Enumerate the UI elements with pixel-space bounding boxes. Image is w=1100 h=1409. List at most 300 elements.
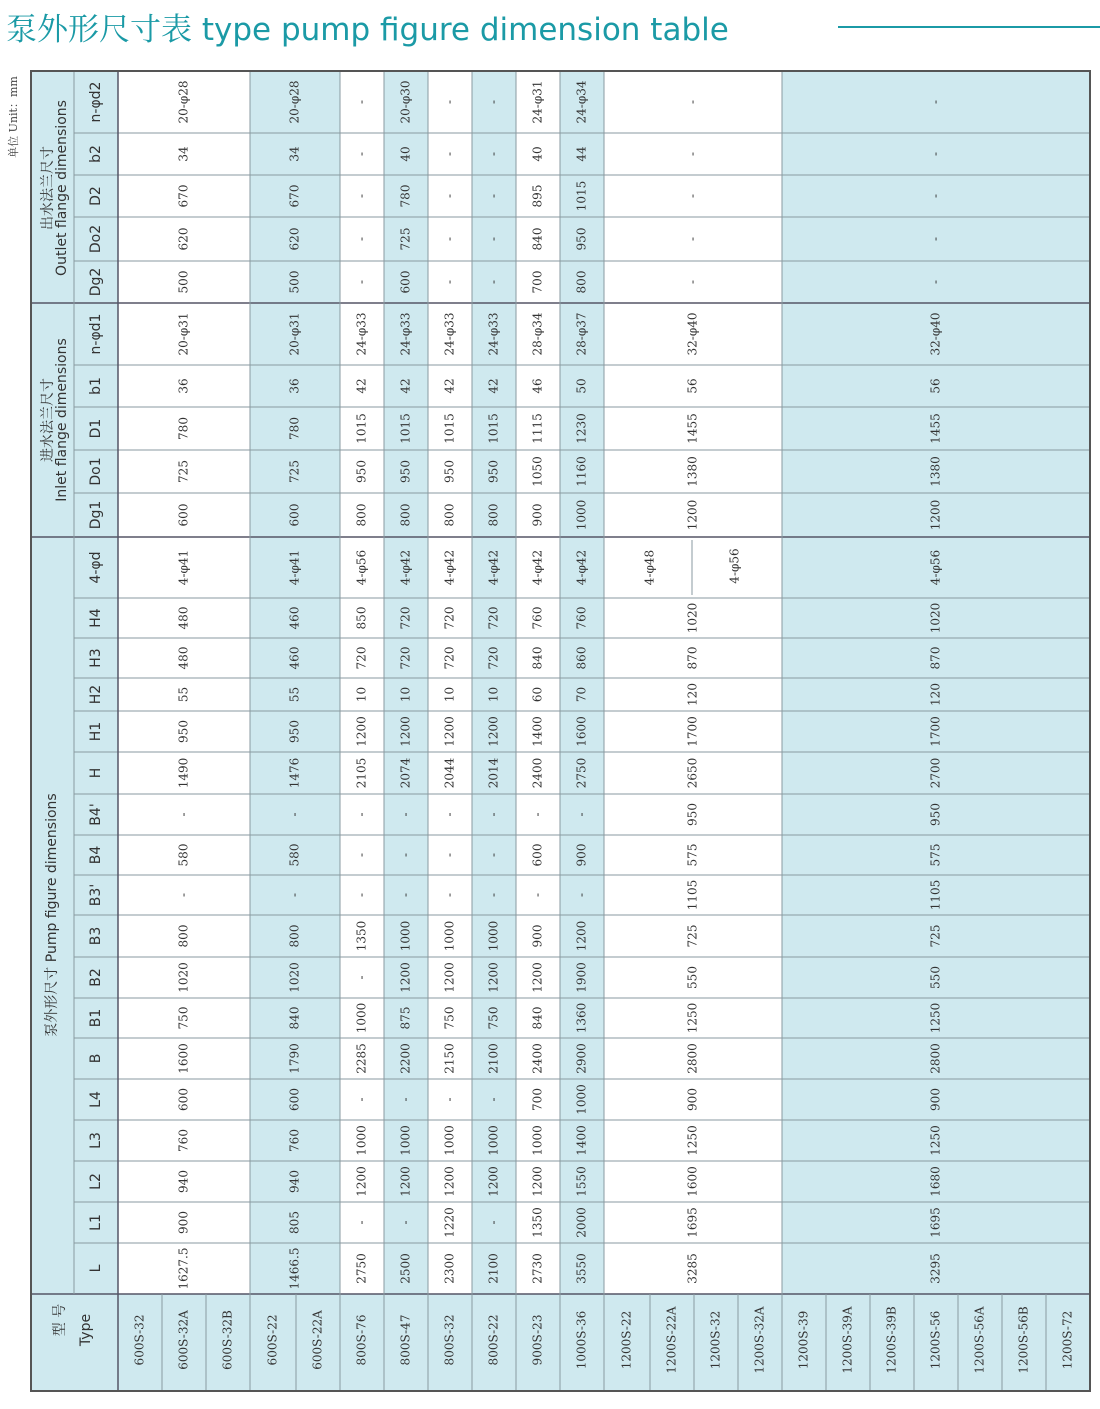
value-cell: 850 [354,606,369,630]
column-header: B [88,1053,104,1064]
value-cell: 4-φ42 [574,549,589,586]
shaded-data-band [384,71,428,1294]
value-cell: 800 [398,503,413,527]
value-cell: 725 [287,460,302,483]
inlet-header-en: Inlet flange dimensions [54,338,70,502]
pump-header: 泵外形尺寸 Pump figure dimensions [44,793,60,1037]
type-label: 800S-47 [398,1314,413,1366]
column-header: Dg1 [88,500,104,530]
value-cell: - [398,1097,413,1102]
value-cell: - [176,812,191,817]
column-header: D1 [88,418,104,439]
type-label: 900S-23 [530,1314,545,1366]
outlet-header-en: Outlet flange dimensions [54,100,70,276]
value-cell: 4-φ48 [642,549,657,586]
value-cell: 950 [685,803,700,826]
value-cell: 725 [928,924,943,948]
value-cell: 1200 [354,716,369,747]
value-cell: 1000 [574,1084,589,1115]
value-cell: - [574,892,589,898]
column-header: L1 [88,1214,104,1231]
value-cell: 28-φ34 [530,312,545,356]
value-cell: 1105 [928,879,943,911]
value-cell: 2300 [442,1253,457,1284]
value-cell: 10 [442,686,457,703]
column-header: H3 [88,648,104,668]
value-cell: 870 [928,646,943,670]
value-cell: 24-φ31 [530,80,545,124]
value-cell: 1200 [486,716,501,747]
value-cell: 600 [287,503,302,527]
value-cell: 800 [442,503,457,527]
value-cell: - [486,193,501,199]
value-cell: 24-φ33 [398,312,413,356]
value-cell: 1000 [354,1125,369,1156]
value-cell: 20-φ31 [176,312,191,356]
value-cell: 2100 [486,1253,501,1284]
value-cell: 4-φ56 [354,549,369,586]
column-header: Do1 [88,457,104,486]
value-cell: 3295 [928,1253,943,1284]
value-cell: - [398,892,413,898]
value-cell: - [685,151,700,157]
value-cell: 580 [176,843,191,867]
value-cell: 1000 [398,920,413,952]
value-cell: - [442,812,457,817]
value-cell: - [354,892,369,898]
value-cell: 720 [486,606,501,630]
value-cell: 1250 [685,1125,700,1156]
column-header: H [88,767,104,779]
value-cell: 1490 [176,757,191,789]
value-cell: 1200 [530,1166,545,1197]
value-cell: 600 [287,1088,302,1111]
value-cell: - [530,812,545,817]
value-cell: 1790 [287,1043,302,1074]
value-cell: - [486,279,501,285]
value-cell: 950 [442,460,457,483]
value-cell: - [928,279,943,285]
value-cell: - [354,1097,369,1102]
value-cell: 550 [928,966,943,989]
value-cell: 2730 [530,1253,545,1284]
value-cell: 1000 [486,920,501,952]
value-cell: 720 [442,646,457,670]
type-label: 600S-22 [265,1314,280,1366]
value-cell: 600 [398,270,413,294]
type-label: 1200S-39B [884,1306,899,1374]
value-cell: 2285 [354,1043,369,1074]
unit-label: 单位 Unit：mm [7,76,20,158]
value-cell: - [354,852,369,858]
value-cell: 2200 [398,1043,413,1074]
value-cell: 34 [287,146,302,162]
value-cell: 805 [287,1211,302,1234]
value-cell: 2400 [530,1043,545,1074]
value-cell: 4-φ56 [928,549,943,586]
value-cell: 1600 [574,716,589,747]
value-cell: 4-φ42 [530,549,545,586]
value-cell: 42 [398,378,413,394]
value-cell: - [442,236,457,242]
value-cell: 32-φ40 [685,312,700,356]
value-cell: 4-φ42 [398,549,413,586]
value-cell: 1350 [354,920,369,952]
shaded-data-band [472,71,516,1294]
value-cell: 950 [287,720,302,743]
type-header-cn: 型 号 [52,1303,68,1337]
column-header: Do2 [88,224,104,254]
outlet-header-cn: 出水法兰尺寸 [40,146,56,230]
type-label: 1200S-39 [796,1310,811,1370]
value-cell: - [486,236,501,242]
value-cell: - [354,99,369,105]
value-cell: 1360 [574,1002,589,1034]
value-cell: - [176,892,191,898]
value-cell: 24-φ33 [486,312,501,356]
type-label: 600S-32A [176,1310,191,1370]
value-cell: 950 [486,460,501,483]
value-cell: - [486,892,501,898]
value-cell: - [486,812,501,817]
value-cell: 24-φ34 [574,80,589,124]
value-cell: 24-φ33 [442,312,457,356]
value-cell: - [354,975,369,980]
value-cell: 1200 [398,962,413,993]
value-cell: 1020 [928,602,943,634]
value-cell: 2105 [354,757,369,789]
value-cell: 750 [176,1006,191,1030]
value-cell: 500 [287,270,302,294]
column-header: n-φd1 [88,313,104,355]
value-cell: 750 [486,1006,501,1030]
value-cell: 56 [685,378,700,394]
value-cell: 1466.5 [287,1247,302,1290]
value-cell: 1160 [574,456,589,487]
value-cell: 1020 [176,962,191,993]
value-cell: 1200 [398,716,413,747]
value-cell: 10 [486,686,501,703]
value-cell: - [442,193,457,199]
value-cell: 1000 [354,1002,369,1034]
value-cell: 900 [928,1088,943,1111]
value-cell: 940 [176,1170,191,1193]
value-cell: 1000 [398,1125,413,1156]
value-cell: 700 [530,1088,545,1111]
value-cell: 2044 [442,757,457,789]
value-cell: 870 [685,646,700,670]
value-cell: 720 [354,646,369,670]
value-cell: 55 [176,686,191,703]
value-cell: 20-φ28 [176,80,191,124]
column-header: L2 [88,1173,104,1190]
value-cell: 44 [574,146,589,162]
value-cell: 950 [928,803,943,826]
value-cell: 50 [574,378,589,394]
value-cell: 670 [287,184,302,208]
value-cell: - [398,812,413,817]
value-cell: - [928,151,943,157]
value-cell: - [486,852,501,858]
value-cell: 1350 [530,1207,545,1238]
value-cell: 1550 [574,1166,589,1197]
column-header: L3 [88,1132,104,1149]
value-cell: 10 [398,686,413,703]
value-cell: - [442,151,457,157]
type-label: 600S-32B [220,1310,235,1370]
value-cell: 600 [176,503,191,527]
value-cell: 1115 [530,413,545,444]
value-cell: 1200 [442,1166,457,1197]
value-cell: 720 [442,606,457,630]
value-cell: - [530,892,545,898]
value-cell: - [486,1097,501,1102]
value-cell: 1220 [442,1207,457,1238]
value-cell: 4-φ41 [176,549,191,586]
value-cell: 2000 [574,1207,589,1238]
value-cell: 575 [685,843,700,867]
value-cell: 120 [685,683,700,706]
value-cell: 720 [398,646,413,670]
value-cell: 34 [176,146,191,162]
value-cell: 1015 [486,413,501,444]
value-cell: 1600 [685,1166,700,1197]
value-cell: 1200 [486,962,501,993]
value-cell: 42 [486,378,501,394]
value-cell: 20-φ28 [287,80,302,124]
column-header: b1 [88,377,104,395]
value-cell: 1000 [486,1125,501,1156]
value-cell: 3285 [685,1253,700,1284]
value-cell: 3550 [574,1253,589,1284]
value-cell: 480 [176,606,191,630]
value-cell: 780 [287,417,302,440]
column-header: B3 [88,926,104,946]
value-cell: 1200 [398,1166,413,1197]
column-header: B1 [88,1008,104,1028]
value-cell: 1250 [685,1002,700,1034]
column-header: L4 [88,1091,104,1108]
value-cell: - [928,193,943,199]
value-cell: 1200 [486,1166,501,1197]
value-cell: 800 [176,924,191,948]
value-cell: - [354,151,369,157]
value-cell: 1000 [530,1125,545,1156]
value-cell: 42 [442,378,457,394]
value-cell: 600 [176,1088,191,1111]
value-cell: 24-φ33 [354,312,369,356]
value-cell: 800 [354,503,369,527]
value-cell: 1000 [442,920,457,952]
value-cell-extra: 4-φ56 [727,548,742,584]
value-cell: 900 [530,503,545,527]
value-cell: 1400 [530,716,545,747]
value-cell: - [287,812,302,817]
column-header: D2 [88,186,104,206]
value-cell: 40 [398,146,413,162]
value-cell: - [928,236,943,242]
value-cell: - [486,99,501,105]
value-cell: 840 [530,227,545,251]
value-cell: 4-φ42 [486,549,501,586]
value-cell: 1250 [928,1125,943,1156]
value-cell: - [354,193,369,199]
value-cell: 575 [928,843,943,867]
value-cell: - [928,99,943,105]
value-cell: - [442,852,457,858]
value-cell: 120 [928,683,943,706]
value-cell: 760 [530,606,545,630]
value-cell: 800 [486,503,501,527]
column-header: B2 [88,968,104,987]
value-cell: 2800 [685,1043,700,1074]
value-cell: 950 [176,720,191,743]
value-cell: 1200 [442,716,457,747]
value-cell: 760 [574,606,589,630]
value-cell: 1455 [928,413,943,444]
value-cell: 2800 [928,1043,943,1074]
type-label: 1200S-56B [1016,1306,1031,1374]
value-cell: - [685,193,700,199]
value-cell: 2750 [354,1253,369,1284]
value-cell: 1695 [685,1207,700,1238]
value-cell: 2100 [486,1043,501,1074]
column-header: n-φd2 [88,81,104,123]
value-cell: 1000 [442,1125,457,1156]
value-cell: 500 [176,270,191,294]
type-label: 800S-32 [442,1314,457,1366]
value-cell: - [442,99,457,105]
value-cell: 20-φ31 [287,312,302,356]
value-cell: 2650 [685,757,700,789]
value-cell: 55 [287,686,302,703]
value-cell: 460 [287,646,302,670]
column-header: L [88,1264,104,1273]
value-cell: 950 [574,227,589,251]
value-cell: 42 [354,378,369,394]
column-header: Dg2 [88,267,104,297]
value-cell: 1015 [354,413,369,444]
value-cell: - [398,1220,413,1225]
column-header: B3' [88,883,104,907]
value-cell: 760 [176,1129,191,1152]
type-header-en: Type [78,1313,94,1347]
value-cell: 1700 [928,716,943,747]
value-cell: 1020 [685,602,700,634]
value-cell: 1200 [354,1166,369,1197]
value-cell: 2014 [486,757,501,789]
type-label: 800S-76 [354,1314,369,1366]
value-cell: 46 [530,378,545,394]
value-cell: - [287,892,302,898]
value-cell: 1680 [928,1166,943,1197]
value-cell: 1455 [685,413,700,444]
value-cell: 760 [287,1129,302,1152]
column-header: B4 [88,845,104,865]
value-cell: 900 [530,924,545,948]
value-cell: - [354,279,369,285]
type-label: 1200S-72 [1060,1310,1075,1370]
value-cell: 840 [287,1006,302,1030]
column-header: b2 [88,145,104,163]
value-cell: 70 [574,686,589,703]
value-cell: - [354,1220,369,1225]
value-cell: 1200 [685,499,700,531]
value-cell: 840 [530,1006,545,1030]
value-cell: 20-φ30 [398,80,413,124]
value-cell: 900 [685,1088,700,1111]
value-cell: - [442,1097,457,1102]
value-cell: 700 [530,270,545,294]
value-cell: 1900 [574,962,589,993]
value-cell: 60 [530,686,545,703]
value-cell: - [354,812,369,817]
value-cell: 56 [928,378,943,394]
value-cell: 2150 [442,1043,457,1074]
value-cell: 800 [287,924,302,948]
type-label: 800S-22 [486,1314,501,1366]
type-label: 1200S-56A [972,1306,987,1374]
value-cell: 800 [574,270,589,294]
value-cell: 720 [486,646,501,670]
value-cell: 2900 [574,1043,589,1074]
value-cell: - [354,236,369,242]
value-cell: 36 [176,378,191,394]
value-cell: 895 [530,184,545,208]
value-cell: 1476 [287,757,302,789]
value-cell: 725 [685,924,700,948]
value-cell: 620 [287,227,302,251]
value-cell: 32-φ40 [928,312,943,356]
type-label: 600S-32 [132,1314,147,1366]
value-cell: 1250 [928,1002,943,1034]
value-cell: 2074 [398,757,413,789]
value-cell: 940 [287,1170,302,1193]
value-cell: 2500 [398,1253,413,1284]
value-cell: 2400 [530,757,545,789]
page-title: 泵外形尺寸表 type pump figure dimension table [6,12,729,48]
value-cell: 725 [398,227,413,251]
value-cell: 750 [442,1006,457,1030]
value-cell: 1105 [685,879,700,911]
value-cell: 1020 [287,962,302,993]
value-cell: 2700 [928,757,943,789]
value-cell: 670 [176,184,191,208]
value-cell: 1695 [928,1207,943,1238]
type-label: 1200S-39A [840,1306,855,1374]
value-cell: 10 [354,686,369,703]
value-cell: 1380 [685,456,700,487]
value-cell: 875 [398,1006,413,1030]
value-cell: 1700 [685,716,700,747]
value-cell: 1200 [530,962,545,993]
value-cell: 780 [398,184,413,208]
value-cell: 40 [530,146,545,162]
value-cell: 580 [287,843,302,867]
value-cell: - [685,99,700,105]
value-cell: - [398,852,413,858]
type-label: 600S-22A [310,1310,325,1370]
value-cell: 860 [574,646,589,670]
value-cell: 1380 [928,456,943,487]
value-cell: - [442,279,457,285]
value-cell: 460 [287,606,302,630]
type-label: 1200S-32 [708,1310,723,1370]
column-header: H4 [88,608,104,628]
value-cell: - [486,151,501,157]
value-cell: - [574,812,589,817]
type-label: 1200S-32A [752,1306,767,1374]
